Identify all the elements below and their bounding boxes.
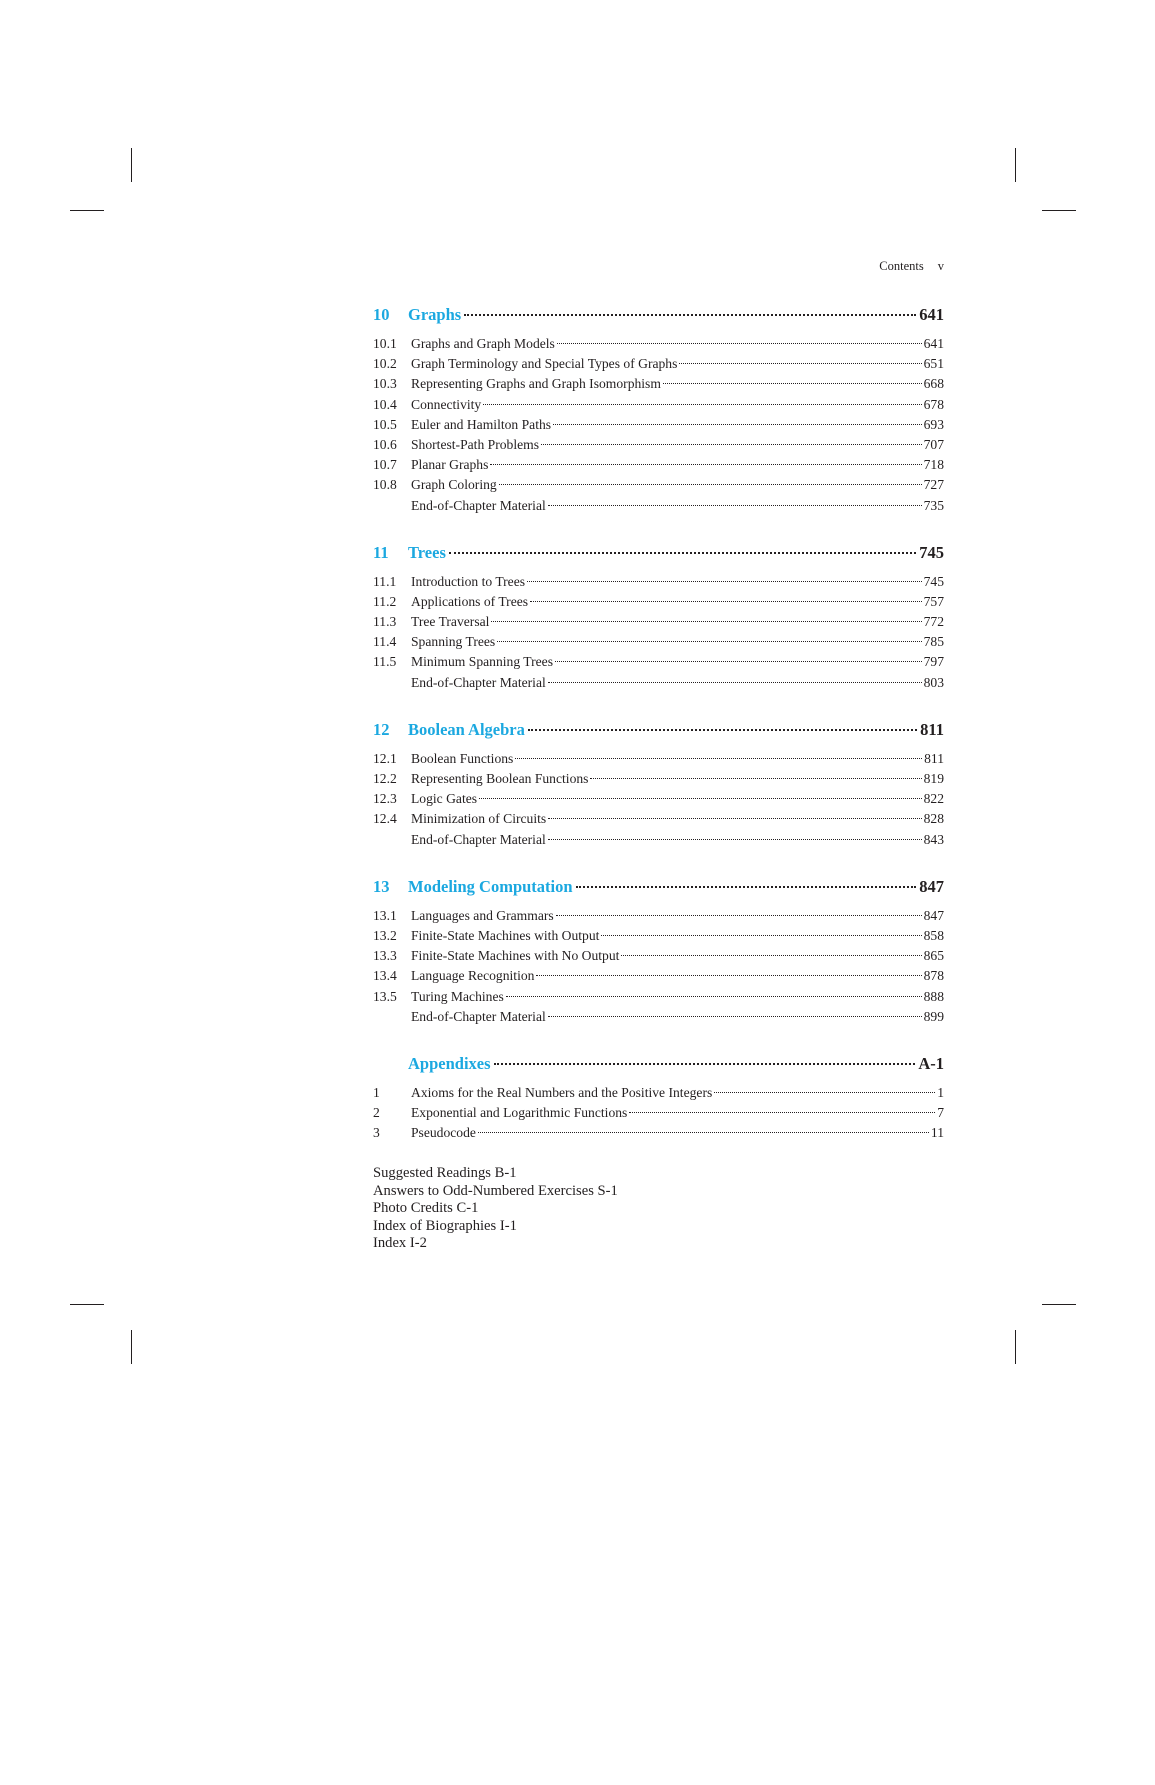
section-page: 727 <box>923 477 944 493</box>
section-title: Minimization of Circuits <box>411 811 547 827</box>
running-header <box>373 259 944 274</box>
section-page: 858 <box>923 927 944 943</box>
dot-leader <box>590 778 921 779</box>
section-title: Applications of Trees <box>411 593 529 609</box>
dot-leader <box>536 975 921 976</box>
dot-leader <box>499 484 922 485</box>
section-title: Boolean Functions <box>411 750 514 766</box>
section-page: 843 <box>923 831 944 847</box>
section-page: 785 <box>923 634 944 650</box>
dot-leader <box>527 581 922 582</box>
section-page: 822 <box>923 791 944 807</box>
section-entry[interactable] <box>373 652 944 672</box>
section-title: Axioms for the Real Numbers and the Positive Integers <box>411 1084 713 1100</box>
section-page: 718 <box>923 457 944 473</box>
section-number: 10.5 <box>373 416 397 432</box>
section-entry[interactable] <box>373 354 944 374</box>
section-title: Connectivity <box>411 396 482 412</box>
section-title: Introduction to Trees <box>411 573 526 589</box>
chapter-heading[interactable] <box>373 538 944 568</box>
section-entry[interactable] <box>373 1083 944 1103</box>
crop-mark <box>1042 210 1076 211</box>
back-matter-entry[interactable]: Photo Credits C-1 <box>373 1200 479 1217</box>
section-number: 10.6 <box>373 436 397 452</box>
dot-leader <box>548 682 922 683</box>
section-title: End-of-Chapter Material <box>411 831 546 847</box>
section-entry[interactable] <box>373 926 944 946</box>
section-entry[interactable] <box>373 749 944 769</box>
section-page: 819 <box>923 771 944 786</box>
section-title: Spanning Trees <box>411 634 496 650</box>
section-page: 757 <box>923 593 944 609</box>
section-number: 13.3 <box>373 948 397 964</box>
crop-mark <box>70 1304 104 1305</box>
section-page: 797 <box>923 654 944 670</box>
section-number: 13.1 <box>373 907 397 923</box>
section-number: 10.4 <box>373 396 397 412</box>
section-number: 1 <box>373 1084 380 1100</box>
section-entry[interactable] <box>373 612 944 632</box>
section-entry[interactable] <box>373 415 944 435</box>
section-number: 12.4 <box>373 811 397 827</box>
back-matter-entry[interactable]: Suggested Readings B-1 <box>373 1165 517 1182</box>
section-page: 678 <box>923 396 944 412</box>
chapter-heading[interactable] <box>373 872 944 902</box>
chapter-page: A-1 <box>918 1053 944 1073</box>
dot-leader <box>506 996 922 997</box>
back-matter-entry[interactable]: Answers to Odd-Numbered Exercises S-1 <box>373 1182 618 1199</box>
section-page: 745 <box>923 573 944 589</box>
section-title: Finite-State Machines with No Output <box>411 948 620 964</box>
section-number: 3 <box>373 1125 380 1141</box>
dot-leader <box>494 1063 916 1065</box>
section-entry[interactable] <box>373 987 944 1007</box>
section-page: 693 <box>923 416 944 432</box>
chapter-title: Modeling Computation <box>408 876 573 896</box>
crop-mark <box>1042 1304 1076 1305</box>
chapter-heading[interactable] <box>373 300 944 330</box>
section-entry[interactable] <box>373 374 944 394</box>
chapter-page: 811 <box>920 719 944 739</box>
section-title: Graph Coloring <box>411 477 497 493</box>
crop-mark <box>1015 148 1016 182</box>
section-entry[interactable] <box>373 435 944 455</box>
section-number: 11.3 <box>373 614 397 630</box>
section-page: 641 <box>923 336 944 351</box>
section-page: 707 <box>923 436 944 452</box>
section-entry[interactable] <box>373 632 944 652</box>
dot-leader <box>528 729 917 731</box>
section-entry[interactable] <box>373 769 944 789</box>
section-title: Graphs and Graph Models <box>411 336 555 351</box>
dot-leader <box>714 1092 935 1093</box>
section-page: 811 <box>924 750 944 766</box>
dot-leader <box>663 383 922 384</box>
chapter-title: Trees <box>408 542 446 562</box>
section-entry[interactable] <box>373 1103 944 1123</box>
section-number: 13.4 <box>373 968 397 984</box>
section-entry[interactable] <box>373 673 944 693</box>
section-title: Shortest-Path Problems <box>411 436 540 452</box>
section-title: Planar Graphs <box>411 457 489 473</box>
section-title: Representing Graphs and Graph Isomorphism <box>411 376 661 392</box>
section-entry[interactable] <box>373 966 944 986</box>
section-page: 899 <box>923 1008 944 1024</box>
dot-leader <box>548 839 922 840</box>
section-page: 772 <box>923 614 944 630</box>
dot-leader <box>497 641 921 642</box>
section-number: 10.8 <box>373 477 397 493</box>
section-entry[interactable] <box>373 789 944 809</box>
section-page: 651 <box>923 356 944 372</box>
section-page: 878 <box>923 968 944 984</box>
section-page: 7 <box>937 1105 944 1121</box>
back-matter-entry[interactable]: Index of Biographies I-1 <box>373 1217 517 1234</box>
section-title: End-of-Chapter Material <box>411 674 546 690</box>
section-entry[interactable] <box>373 906 944 926</box>
dot-leader <box>557 343 922 344</box>
running-header-label: Contents <box>879 259 924 273</box>
dot-leader <box>449 552 916 554</box>
table-of-contents <box>373 300 944 1253</box>
section-number: 11.2 <box>373 593 397 609</box>
section-page: 888 <box>923 988 944 1004</box>
section-entry[interactable] <box>373 334 944 354</box>
section-entry[interactable] <box>373 1007 944 1027</box>
section-entry[interactable] <box>373 1123 944 1143</box>
dot-leader <box>541 444 922 445</box>
section-page: 11 <box>930 1125 944 1141</box>
crop-mark <box>70 210 104 211</box>
section-entry[interactable] <box>373 592 944 612</box>
dot-leader <box>491 621 921 622</box>
section-page: 828 <box>923 811 944 827</box>
dot-leader <box>553 424 922 425</box>
dot-leader <box>483 404 921 405</box>
section-number: 10.7 <box>373 457 397 473</box>
section-title: End-of-Chapter Material <box>411 1008 546 1024</box>
section-title: Logic Gates <box>411 791 478 807</box>
crop-mark <box>1015 1330 1016 1364</box>
chapter-heading[interactable] <box>373 1049 944 1079</box>
dot-leader <box>555 661 922 662</box>
dot-leader <box>548 1016 922 1017</box>
toc-chapters <box>373 300 944 1143</box>
section-entry[interactable] <box>373 572 944 592</box>
dot-leader <box>515 758 922 759</box>
section-entry[interactable] <box>373 946 944 966</box>
section-number: 11.5 <box>373 654 397 670</box>
dot-leader <box>621 955 921 956</box>
section-page: 735 <box>923 497 944 513</box>
section-number: 13.5 <box>373 988 397 1004</box>
back-matter-entry[interactable]: Index I-2 <box>373 1235 427 1252</box>
dot-leader <box>679 363 921 364</box>
section-entry[interactable] <box>373 830 944 850</box>
section-page: 865 <box>923 948 944 964</box>
section-title: Finite-State Machines with Output <box>411 927 600 943</box>
section-title: Graph Terminology and Special Types of Graphs <box>411 356 678 372</box>
dot-leader <box>548 505 922 506</box>
section-title: Representing Boolean Functions <box>411 771 589 786</box>
dot-leader <box>490 464 921 465</box>
section-entry[interactable] <box>373 455 944 475</box>
section-number: 12.2 <box>373 771 397 786</box>
chapter-title: Appendixes <box>408 1053 491 1073</box>
section-title: Turing Machines <box>411 988 504 1004</box>
dot-leader <box>464 314 916 316</box>
chapter-number: 10 <box>373 305 390 324</box>
dot-leader <box>556 915 922 916</box>
chapter-page: 745 <box>919 542 944 562</box>
section-entry[interactable] <box>373 475 944 495</box>
section-number: 11.1 <box>373 573 397 589</box>
section-number: 13.2 <box>373 927 397 943</box>
chapter-title: Boolean Algebra <box>408 719 525 739</box>
section-number: 2 <box>373 1105 380 1121</box>
chapter-heading[interactable] <box>373 715 944 745</box>
section-number: 12.1 <box>373 750 397 766</box>
running-header-page: v <box>937 259 944 273</box>
crop-mark <box>131 148 132 182</box>
dot-leader <box>548 818 921 819</box>
chapter-page: 847 <box>919 876 944 896</box>
section-title: Languages and Grammars <box>411 907 554 923</box>
chapter-number: 11 <box>373 542 389 562</box>
section-page: 847 <box>923 907 944 923</box>
section-entry[interactable] <box>373 809 944 829</box>
section-title: Language Recognition <box>411 968 535 984</box>
section-entry[interactable] <box>373 395 944 415</box>
chapter-number: 12 <box>373 719 390 739</box>
dot-leader <box>629 1112 935 1113</box>
section-number: 10.2 <box>373 356 397 372</box>
back-matter-list <box>373 1165 944 1253</box>
chapter-number: 13 <box>373 876 390 896</box>
section-title: Tree Traversal <box>411 614 490 630</box>
dot-leader <box>601 935 921 936</box>
section-page: 668 <box>923 376 944 392</box>
section-title: Exponential and Logarithmic Functions <box>411 1105 628 1121</box>
dot-leader <box>576 886 917 888</box>
section-number: 10.1 <box>373 336 397 351</box>
dot-leader <box>479 798 922 799</box>
section-number: 12.3 <box>373 791 397 807</box>
section-number: 11.4 <box>373 634 397 650</box>
section-number: 10.3 <box>373 376 397 392</box>
chapter-title: Graphs <box>408 305 462 324</box>
section-title: Minimum Spanning Trees <box>411 654 553 670</box>
section-page: 803 <box>923 674 944 690</box>
section-title: Pseudocode <box>411 1125 476 1141</box>
section-title: Euler and Hamilton Paths <box>411 416 552 432</box>
dot-leader <box>478 1132 929 1133</box>
chapter-page: 641 <box>919 305 944 324</box>
section-page: 1 <box>937 1084 944 1100</box>
crop-mark <box>131 1330 132 1364</box>
dot-leader <box>530 601 922 602</box>
section-entry[interactable] <box>373 496 944 516</box>
section-title: End-of-Chapter Material <box>411 497 546 513</box>
